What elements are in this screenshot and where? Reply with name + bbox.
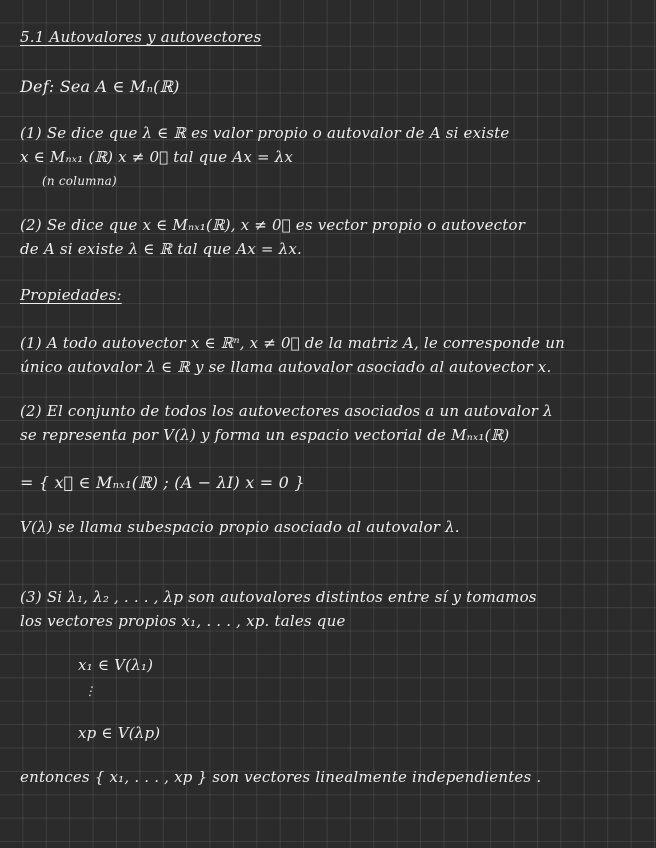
properties-header: Propiedades:	[20, 286, 122, 304]
property-3-first-vector: x₁ ∈ V(λ₁)	[78, 656, 154, 674]
section-title: 5.1 Autovalores y autovectores	[20, 28, 262, 46]
property-2-line-2: se representa por V(λ) y forma un espacio vectorial de Mₙₓ₁(ℝ)	[20, 426, 510, 444]
property-2-set-definition: = { x⃗ ∈ Mₙₓ₁(ℝ) ; (A − λI) x = 0 }	[20, 473, 305, 492]
property-3-last-vector: xp ∈ V(λp)	[78, 724, 161, 742]
property-3-conclusion: entonces { x₁, . . . , xp } son vectores linealmente independientes .	[20, 768, 542, 786]
property-3-line-2: los vectores propios x₁, . . . , xp. tales que	[20, 612, 346, 630]
property-1-line-1: (1) A todo autovector x ∈ ℝⁿ, x ≠ 0⃗ de la matriz A, le corresponde un	[20, 334, 565, 352]
definition-item-1-line-1: (1) Se dice que λ ∈ ℝ es valor propio o autovalor de A si existe	[20, 124, 510, 142]
property-2-subspace-line: V(λ) se llama subespacio propio asociado al autovalor λ.	[20, 518, 460, 536]
property-3-line-1: (3) Si λ₁, λ₂ , . . . , λp son autovalores distintos entre sí y tomamos	[20, 588, 537, 606]
property-1-line-2: único autovalor λ ∈ ℝ y se llama autovalor asociado al autovector x.	[20, 358, 552, 376]
definition-header: Def: Sea A ∈ Mₙ(ℝ)	[20, 77, 180, 96]
definition-item-1-line-2: x ∈ Mₙₓ₁ (ℝ) x ≠ 0⃗ tal que Ax = λx	[20, 148, 294, 166]
definition-item-2-line-2: de A si existe λ ∈ ℝ tal que Ax = λx.	[20, 240, 302, 258]
property-3-vertical-dots: ⋮	[84, 684, 97, 698]
definition-item-1-note: (n columna)	[42, 174, 117, 188]
property-2-line-1: (2) El conjunto de todos los autovectores asociados a un autovalor λ	[20, 402, 553, 420]
definition-item-2-line-1: (2) Se dice que x ∈ Mₙₓ₁(ℝ), x ≠ 0⃗ es vector propio o autovector	[20, 216, 526, 234]
